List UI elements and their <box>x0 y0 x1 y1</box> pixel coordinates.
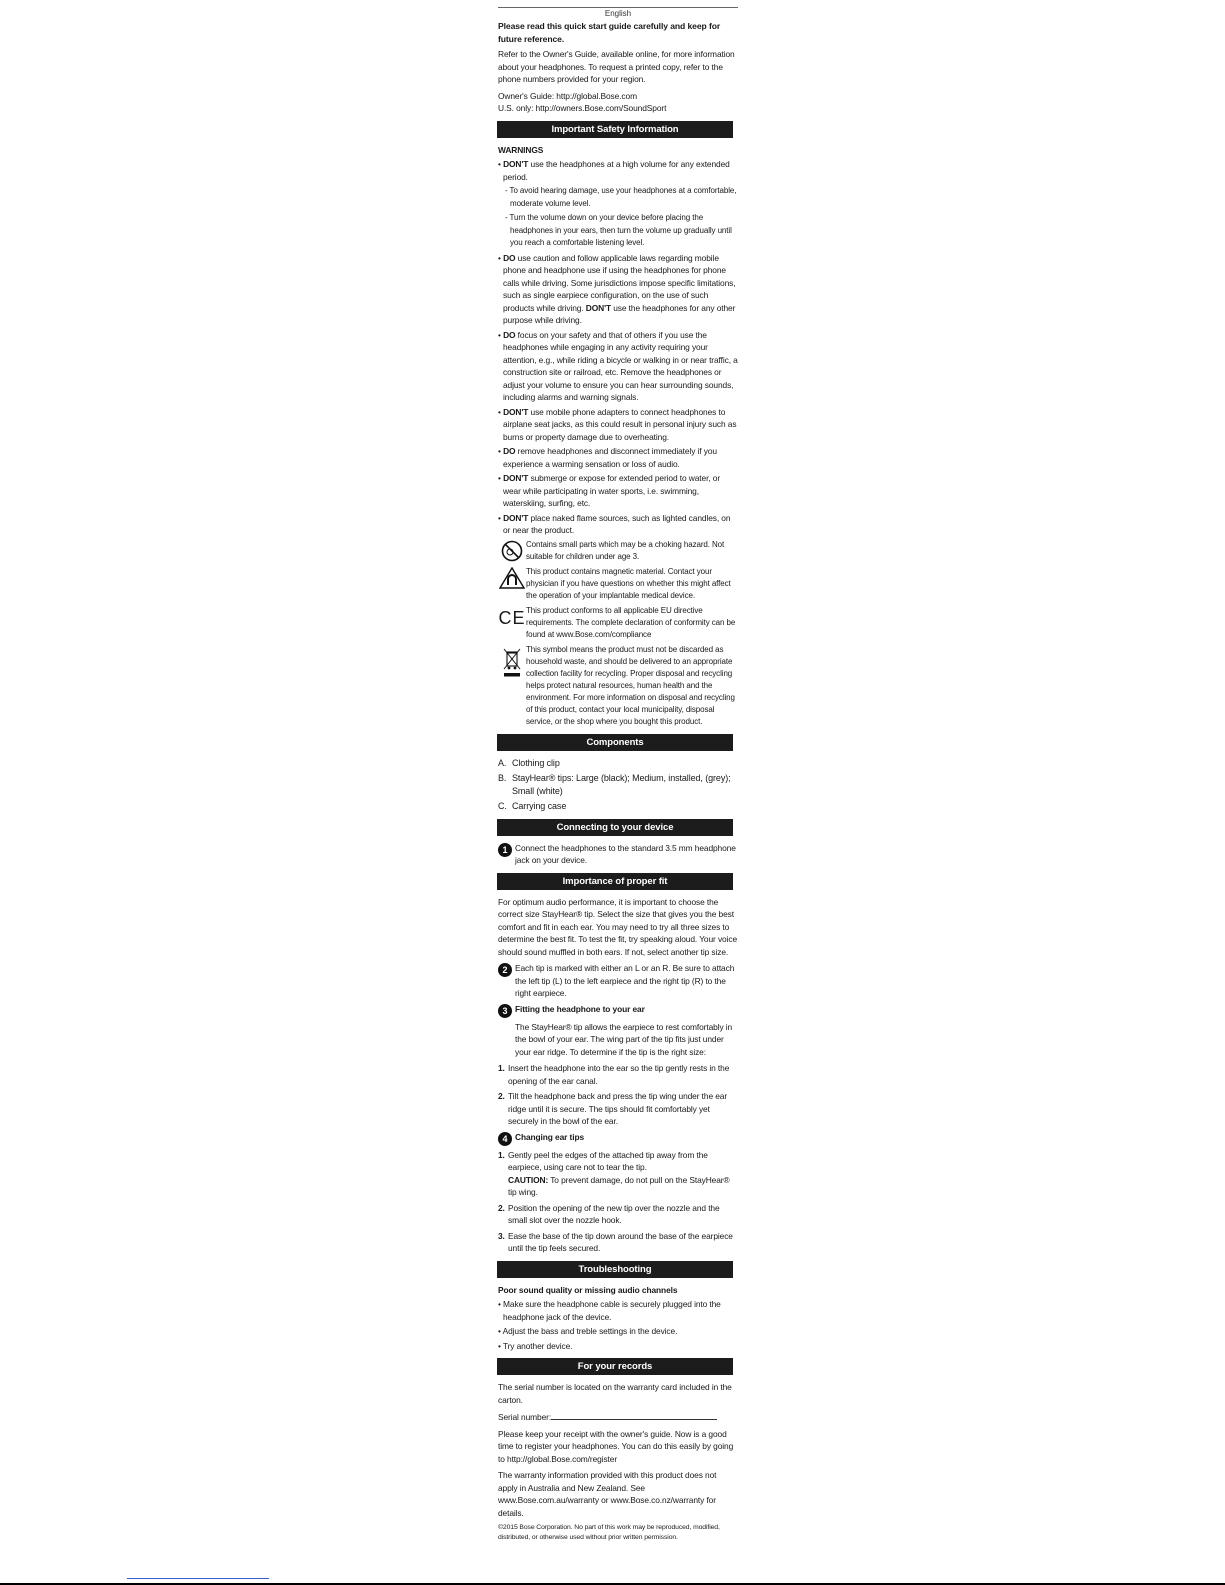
tip-marking-text: Each tip is marked with either an L or an R. Be sure to attach the left tip (L) to the left earpiece and the right tip (R) to the right earpiece. <box>515 963 735 998</box>
component-key: C. <box>498 800 507 811</box>
troubleshooting-section-title: Troubleshooting <box>497 1261 733 1278</box>
warning-text: use the headphones for any other purpose while driving. <box>503 302 736 325</box>
intro-paragraph: Refer to the Owner's Guide, available online, for more information about your headphones. To request a printed copy, refer to the phone numbers provided for your region. <box>498 49 735 84</box>
weee-bin-icon <box>498 644 526 678</box>
substep-text: Gently peel the edges of the attached tip away from the earpiece, using care not to tear the tip. <box>508 1149 708 1172</box>
changing-substep <box>498 1230 738 1255</box>
connect-step <box>498 842 738 867</box>
language-label: English <box>604 9 632 18</box>
ce-mark-icon: CE <box>498 607 526 628</box>
weee-notice <box>498 644 738 728</box>
choking-hazard-icon <box>498 539 526 562</box>
step-number-badge: 1 <box>498 843 512 857</box>
substep-number: 2. <box>498 1091 505 1101</box>
ce-notice-text: This product conforms to all applicable EU directive requirements. The complete declaration of conformity can be found at www.Bose.com/compliance <box>526 605 736 639</box>
warning-keyword: DO <box>503 329 516 340</box>
warning-keyword: DON'T <box>503 406 529 417</box>
weee-notice-text: This symbol means the product must not be discarded as household waste, and should be delivered to an appropriate collection facility for recycling. Proper disposal and recycling helps protect natural resources, human health and the environment. For more information on disposal and recycling of this product, contact your local municipality, disposal service, or the shop where you bought this product. <box>526 644 735 726</box>
register-paragraph: Please keep your receipt with the owner's guide. Now is a good time to register your headphones. You can do this easily by going to http://global.Bose.com/register <box>498 1428 734 1464</box>
magnet-notice-text: This product contains magnetic material. Contact your physician if you have questions on whether this might affect the operation of your implantable medical device. <box>526 566 731 600</box>
warranty-paragraph: The warranty information provided with this product does not apply in Australia and New Zealand. See www.Bose.com.au/warranty or www.Bose.co.nz/warranty for details. <box>498 1470 717 1518</box>
troubleshooting-item: • Try another device. <box>498 1340 573 1351</box>
warnings-heading: WARNINGS <box>498 144 544 155</box>
component-item <box>498 757 738 770</box>
changing-tips-step <box>498 1131 738 1146</box>
warning-keyword: DON'T <box>503 473 529 483</box>
component-key: A. <box>498 757 507 768</box>
intro-heading: Please read this quick start guide carefully and keep for future reference. <box>498 21 721 44</box>
fitting-step-title: Fitting the headphone to your ear <box>515 1003 645 1014</box>
warning-item: • DON'T place naked flame sources, such as lighted candles, on or near the product. <box>498 512 731 535</box>
fit-section-title: Importance of proper fit <box>497 873 733 890</box>
step-number-badge: 4 <box>498 1132 512 1146</box>
caution-keyword: CAUTION: <box>508 1174 549 1185</box>
component-item <box>498 800 738 813</box>
fit-intro-paragraph: For optimum audio performance, it is important to choose the correct size StayHear® tip. Select the size that gives you the best comfort and fit in each ear. You may need to try all three sizes to determine the best fit. To test the fit, try speaking aloud. Your voice should sound muffled in both ears. If not, select another tip size. <box>498 896 738 957</box>
substep-number: 3. <box>498 1230 505 1241</box>
connect-step-text: Connect the headphones to the standard 3.5 mm headphone jack on your device. <box>515 842 736 865</box>
caution-text: To prevent damage, do not pull on the StayHear® tip wing. <box>508 1174 730 1197</box>
tip-marking-step <box>498 962 738 1000</box>
warning-text: remove headphones and disconnect immediately if you experience a warming sensation or loss of audio. <box>503 446 717 469</box>
warning-subitem: - To avoid hearing damage, use your headphones at a comfortable, moderate volume level. <box>505 186 737 208</box>
step-number-badge: 3 <box>498 1004 512 1018</box>
changing-substep <box>498 1149 738 1199</box>
substep-text: Insert the headphone into the ear so the tip gently rests in the opening of the ear canal. <box>508 1063 730 1086</box>
records-section-title: For your records <box>497 1358 733 1375</box>
serial-number-field[interactable] <box>551 1410 717 1420</box>
bottom-link-underline <box>127 1578 269 1579</box>
substep-text: Ease the base of the tip down around the base of the earpiece until the tip feels secured. <box>508 1230 733 1253</box>
substep-number: 2. <box>498 1202 505 1213</box>
magnet-notice <box>498 566 738 602</box>
safety-section-title: Important Safety Information <box>497 121 733 138</box>
warning-item: • DON'T submerge or expose for extended period to water, or wear while participating in water sports, i.e. swimming, waterskiing, surfing, etc. <box>498 473 721 508</box>
top-rule <box>498 7 738 8</box>
choking-hazard-notice <box>498 539 738 563</box>
warning-text: use caution and follow applicable laws regarding mobile phone and headphone use if using the headphones for phone calls while driving. Some jurisdictions impose specific limitations, such as single earpiece configuration, on the use of such products while driving. <box>503 252 736 313</box>
component-item <box>498 772 738 798</box>
magnet-warning-icon <box>498 566 526 589</box>
component-label: StayHear® tips: Large (black); Medium, installed, (grey); Small (white) <box>512 772 731 796</box>
warning-keyword: DON'T <box>503 159 529 169</box>
warning-item: • DON'T use the headphones at a high volume for any extended period. <box>498 159 730 182</box>
warning-item: • DO focus on your safety and that of others if you use the headphones while engaging in any activity requiring your attention, e.g., while riding a bicycle or walking in or near traffic, a construction site or railroad, etc. Remove the headphones or adjust your volume to ensure you can hear surrounding sounds, including alarms and warning signals. <box>498 329 738 402</box>
troubleshooting-heading: Poor sound quality or missing audio channels <box>498 1284 678 1295</box>
connecting-section-title: Connecting to your device <box>497 819 733 836</box>
changing-tips-title: Changing ear tips <box>515 1131 585 1142</box>
owners-guide-link[interactable]: Owner's Guide: http://global.Bose.com <box>498 90 637 101</box>
warning-keyword: DON'T <box>503 512 529 523</box>
warning-text: use mobile phone adapters to connect headphones to airplane seat jacks, as this could result in personal injury such as burns or property damage due to overheating. <box>503 406 737 442</box>
warning-text: submerge or expose for extended period to water, or wear while participating in water sports, i.e. swimming, waterskiing, surfing, etc. <box>503 473 721 508</box>
warning-text: place naked flame sources, such as lighted candles, on or near the product. <box>503 512 731 535</box>
warning-text: use the headphones at a high volume for any extended period. <box>503 159 730 182</box>
warning-item: • DON'T use mobile phone adapters to connect headphones to airplane seat jacks, as this could result in personal injury such as burns or property damage due to overheating. <box>498 406 737 442</box>
ce-notice <box>498 605 738 641</box>
components-section-title: Components <box>497 734 733 751</box>
copyright-notice: ©2015 Bose Corporation. No part of this work may be reproduced, modified, distributed, or otherwise used without prior written permission. <box>498 1524 720 1541</box>
substep-text: Position the opening of the new tip over the nozzle and the small slot over the nozzle hook. <box>508 1202 720 1225</box>
substep-number: 1. <box>498 1063 505 1073</box>
troubleshooting-item: • Make sure the headphone cable is securely plugged into the headphone jack of the device. <box>498 1299 721 1322</box>
step-number-badge: 2 <box>498 963 512 977</box>
warning-item: • DO use caution and follow applicable laws regarding mobile phone and headphone use if using the headphones for phone calls while driving. Some jurisdictions impose specific limitations, such as single earpiece configuration, on the use of such products while driving. DON'T use the headphones for any other purpose while driving. <box>498 252 736 325</box>
warning-subitem: - Turn the volume down on your device before placing the headphones in your ears, then turn the volume up gradually until you reach a comfortable listening level. <box>505 213 732 247</box>
fitting-substep <box>498 1062 738 1087</box>
component-label: Carrying case <box>512 800 567 811</box>
serial-number-row <box>498 1410 738 1424</box>
changing-substep <box>498 1202 738 1227</box>
fitting-step-text: The StayHear® tip allows the earpiece to rest comfortably in the bowl of your ear. The wing part of the tip fits just under your ear ridge. To determine if the tip is the right size: <box>515 1021 733 1057</box>
troubleshooting-item: • Adjust the bass and treble settings in the device. <box>498 1326 678 1336</box>
serial-number-label: Serial number: <box>498 1412 552 1422</box>
substep-text: Tilt the headphone back and press the tip wing under the ear ridge until it is secure. The tips should fit comfortably yet securely in the bowl of the ear. <box>508 1091 728 1126</box>
warning-keyword: DO <box>503 252 516 263</box>
substep-number: 1. <box>498 1149 505 1160</box>
fitting-substep <box>498 1090 738 1128</box>
choking-hazard-text: Contains small parts which may be a choking hazard. Not suitable for children under age 3. <box>526 539 725 561</box>
serial-location-text: The serial number is located on the warranty card included in the carton. <box>498 1382 732 1405</box>
warning-keyword: DON'T <box>585 302 612 313</box>
component-key: B. <box>498 772 507 783</box>
warning-item: • DO remove headphones and disconnect immediately if you experience a warming sensation or loss of audio. <box>498 446 717 469</box>
guide-column <box>498 20 738 1543</box>
warning-text: focus on your safety and that of others if you use the headphones while engaging in any activity requiring your attention, e.g., while riding a bicycle or walking in or near traffic, a construction site or railroad, etc. Remove the headphones or adjust your volume to ensure you can hear surrounding sounds, including alarms and warning signals. <box>503 329 738 402</box>
fitting-step <box>498 1003 738 1018</box>
warning-keyword: DO <box>503 446 516 456</box>
component-label: Clothing clip <box>512 757 560 768</box>
us-owners-link[interactable]: U.S. only: http://owners.Bose.com/SoundSport <box>498 103 667 113</box>
